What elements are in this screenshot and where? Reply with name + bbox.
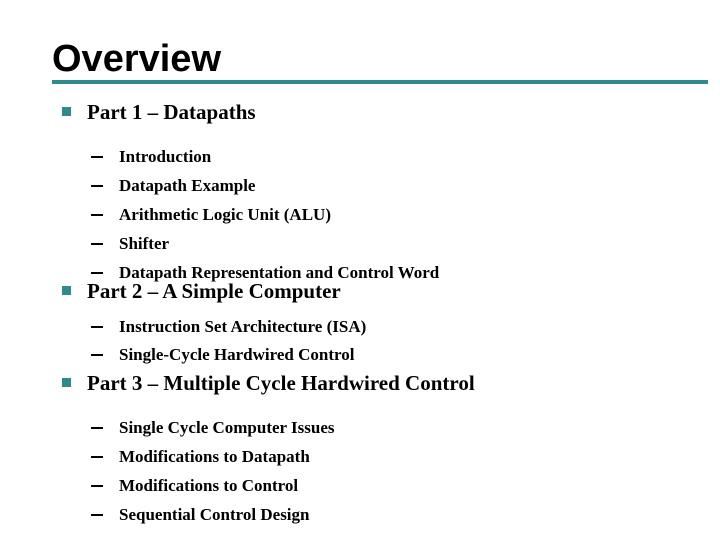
dash-bullet-icon bbox=[91, 485, 103, 487]
dash-bullet-icon bbox=[91, 427, 103, 429]
dash-bullet-icon bbox=[91, 185, 103, 187]
dash-bullet-icon bbox=[91, 456, 103, 458]
square-bullet-icon bbox=[62, 378, 71, 387]
title-underline bbox=[52, 80, 708, 84]
square-bullet-icon bbox=[62, 286, 71, 295]
dash-bullet-icon bbox=[91, 243, 103, 245]
section-heading-text: Part 2 – A Simple Computer bbox=[87, 279, 341, 303]
dash-bullet-icon bbox=[91, 326, 103, 328]
dash-bullet-icon bbox=[91, 354, 103, 356]
dash-bullet-icon bbox=[91, 156, 103, 158]
dash-bullet-icon bbox=[91, 272, 103, 274]
section-heading-text: Part 3 – Multiple Cycle Hardwired Control bbox=[87, 371, 475, 395]
slide-title: Overview bbox=[52, 38, 221, 80]
dash-bullet-icon bbox=[91, 514, 103, 516]
square-bullet-icon bbox=[62, 107, 71, 116]
dash-bullet-icon bbox=[91, 214, 103, 216]
section-heading-text: Part 1 – Datapaths bbox=[87, 100, 256, 124]
